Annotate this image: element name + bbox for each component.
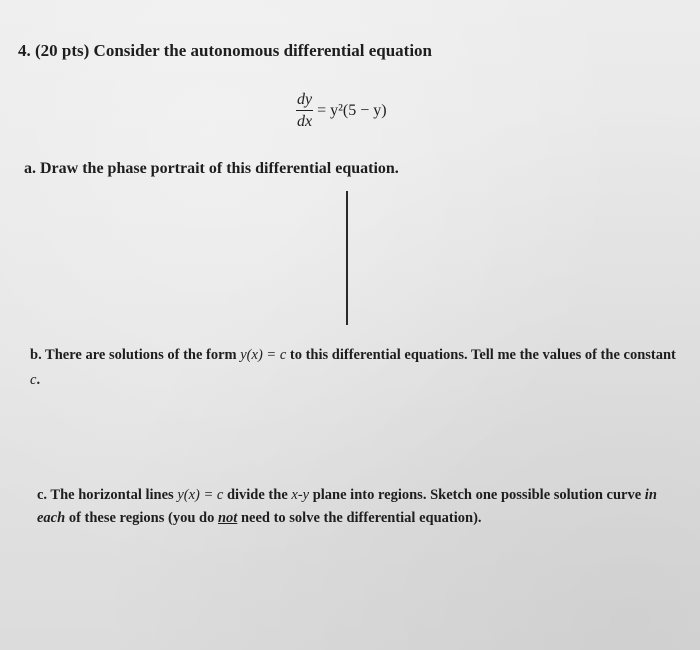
part-c-math-1: y(x) = c <box>177 487 224 503</box>
phase-line-axis <box>346 191 348 325</box>
fraction-denominator: dx <box>297 113 313 130</box>
derivative-fraction <box>296 92 313 130</box>
part-c-text-3: plane into regions. Sketch one possible solution curve <box>309 487 645 503</box>
part-c-emphasis: in each <box>37 487 657 526</box>
part-b-text-3: . <box>36 372 41 388</box>
part-c-text-5: need to solve the differential equation). <box>237 510 482 526</box>
part-a-prompt: a. Draw the phase portrait of this differential equation. <box>24 160 399 177</box>
part-b-math-2: c <box>30 372 37 388</box>
fraction-numerator: dy <box>296 92 313 111</box>
part-c-text-4: of these regions (you do <box>65 510 218 526</box>
part-b-text-2: to this differential equations. Tell me the values of the constant <box>286 347 676 363</box>
part-b-text-1: b. There are solutions of the form <box>30 347 241 363</box>
part-c-math-2: x-y <box>291 487 310 503</box>
part-b-prompt <box>30 343 680 393</box>
part-c-not-word: not <box>217 510 238 526</box>
part-c-text-2: divide the <box>223 487 292 503</box>
equation-rhs: = y²(5 − y) <box>317 102 387 119</box>
part-b-math-1: y(x) = c <box>240 347 287 363</box>
question-header: 4. (20 pts) Consider the autonomous differential equation <box>18 41 433 60</box>
part-c-prompt <box>37 484 687 530</box>
differential-equation <box>296 88 387 134</box>
part-c-text-1: c. The horizontal lines <box>37 487 178 503</box>
